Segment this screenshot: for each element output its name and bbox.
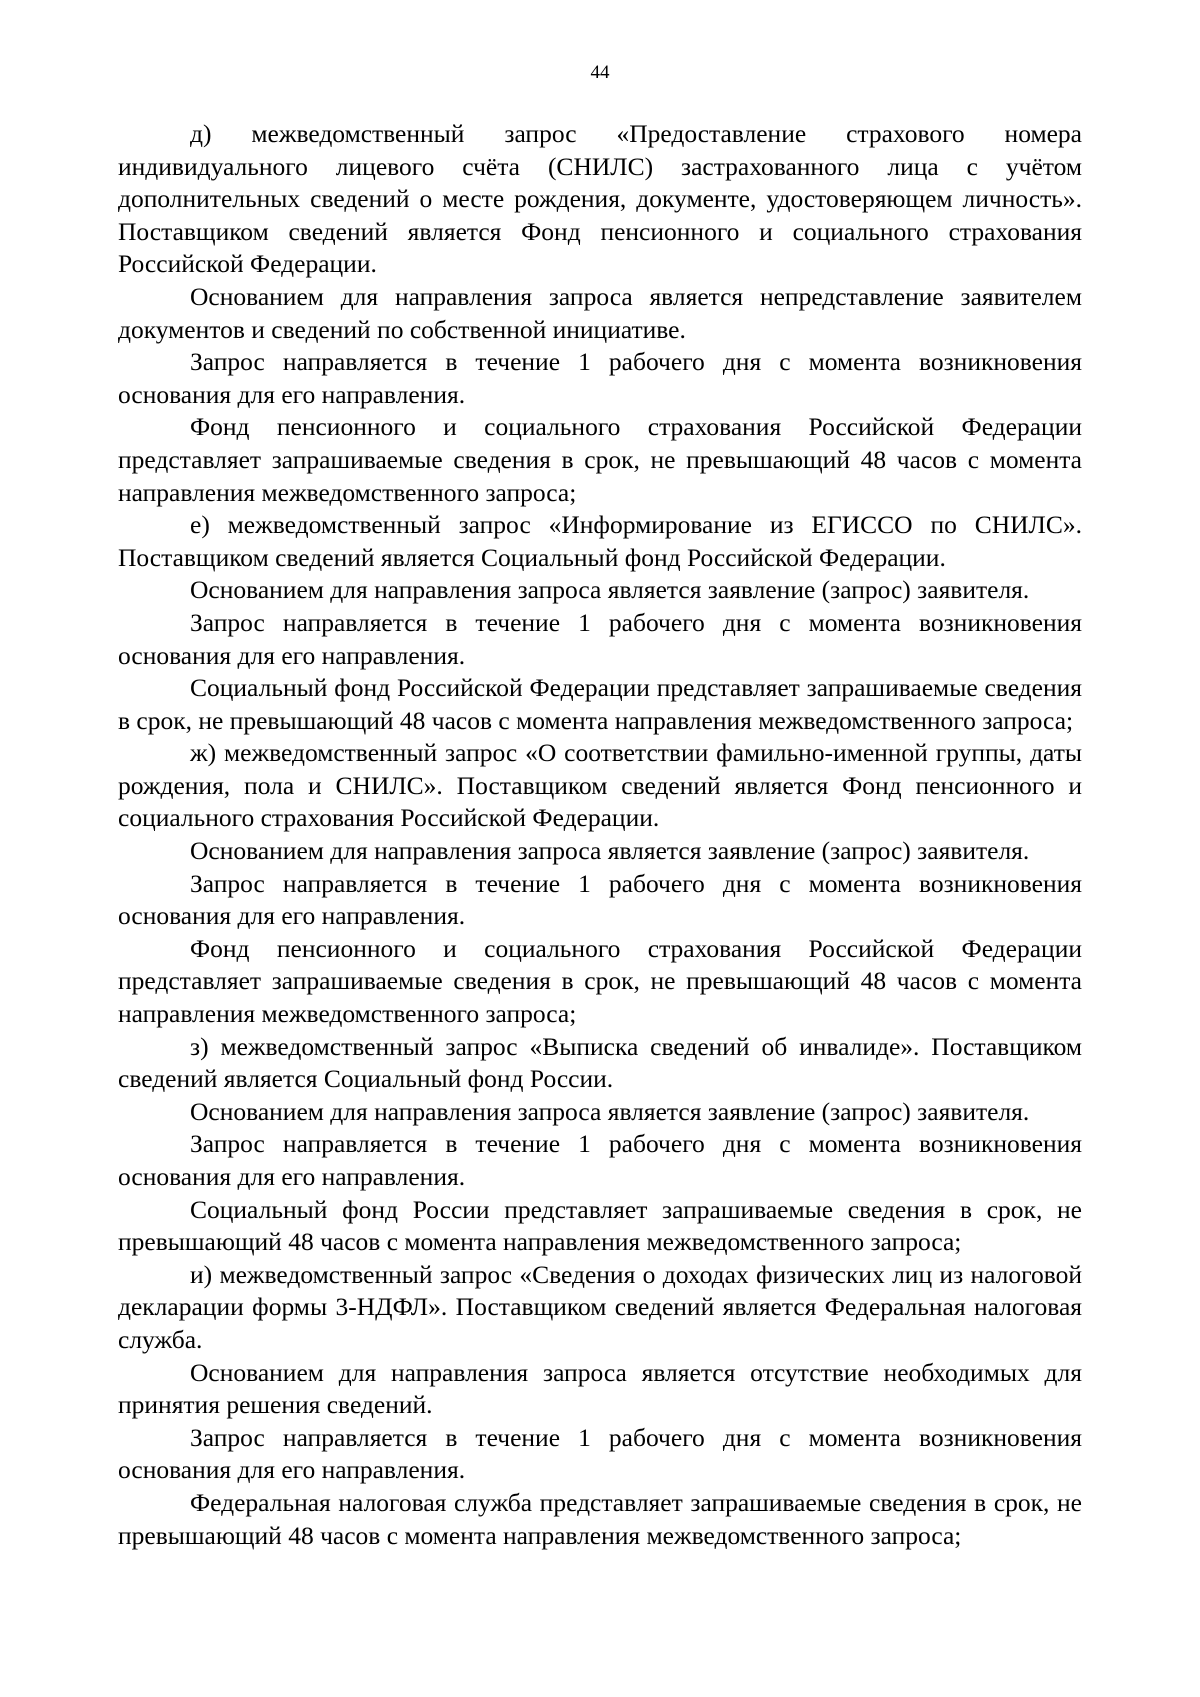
paragraph: Запрос направляется в течение 1 рабочего дня с момента возникновения основания для его направления.	[118, 1129, 1082, 1191]
paragraph: ж) межведомственный запрос «О соответствии фамильно-именной группы, даты рождения, пола и СНИЛС». Поставщиком сведений является Фонд пенсионного и социального страхования Российской Федерации.	[118, 738, 1082, 833]
paragraph: Запрос направляется в течение 1 рабочего дня с момента возникновения основания для его направления.	[118, 347, 1082, 409]
paragraph: Фонд пенсионного и социального страхования Российской Федерации представляет запрашиваемые сведения в срок, не превышающий 48 часов с момента направления межведомственного запроса;	[118, 412, 1082, 507]
paragraph: Социальный фонд Российской Федерации представляет запрашиваемые сведения в срок, не превышающий 48 часов с момента направления межведомственного запроса;	[118, 673, 1082, 735]
paragraph: Основанием для направления запроса является заявление (запрос) заявителя.	[190, 575, 1030, 605]
paragraph: з) межведомственный запрос «Выписка сведений об инвалиде». Поставщиком сведений является Социальный фонд России.	[118, 1031, 1082, 1094]
paragraph: Федеральная налоговая служба представляет запрашиваемые сведения в срок, не превышающий 48 часов с момента направления межведомственного запроса;	[118, 1487, 1082, 1550]
paragraph: Основанием для направления запроса является непредставление заявителем документов и сведений по собственной инициативе.	[118, 281, 1082, 344]
paragraph: Основанием для направления запроса является отсутствие необходимых для принятия решения сведений.	[118, 1357, 1082, 1420]
paragraph: д) межведомственный запрос «Предоставление страхового номера индивидуального лицевого счёта (СНИЛС) застрахованного лица с учётом дополнительных сведений о месте рождения, документе, удостоверяющем личность». Поставщиком сведений является Фонд пенсионного и социального страхования Российской Федерации.	[118, 119, 1082, 279]
paragraph: Фонд пенсионного и социального страхования Российской Федерации представляет запрашиваемые сведения в срок, не превышающий 48 часов с момента направления межведомственного запроса;	[118, 933, 1082, 1029]
paragraph: Социальный фонд России представляет запрашиваемые сведения в срок, не превышающий 48 часов с момента направления межведомственного запроса;	[118, 1194, 1082, 1257]
paragraph: Основанием для направления запроса является заявление (запрос) заявителя.	[190, 836, 1030, 866]
paragraph: и) межведомственный запрос «Сведения о доходах физических лиц из налоговой декларации формы 3-НДФЛ». Поставщиком сведений является Федеральная налоговая служба.	[118, 1259, 1082, 1354]
paragraph: е) межведомственный запрос «Информирование из ЕГИССО по СНИЛС». Поставщиком сведений является Социальный фонд Российской Федерации.	[118, 510, 1082, 572]
paragraph: Основанием для направления запроса является заявление (запрос) заявителя.	[190, 1096, 1030, 1126]
paragraph: Запрос направляется в течение 1 рабочего дня с момента возникновения основания для его направления.	[118, 868, 1082, 931]
paragraph: Запрос направляется в течение 1 рабочего дня с момента возникновения основания для его направления.	[118, 1422, 1082, 1485]
paragraph: Запрос направляется в течение 1 рабочего дня с момента возникновения основания для его направления.	[118, 607, 1082, 670]
document-body	[118, 118, 1082, 1552]
page-number: 44	[590, 62, 610, 83]
